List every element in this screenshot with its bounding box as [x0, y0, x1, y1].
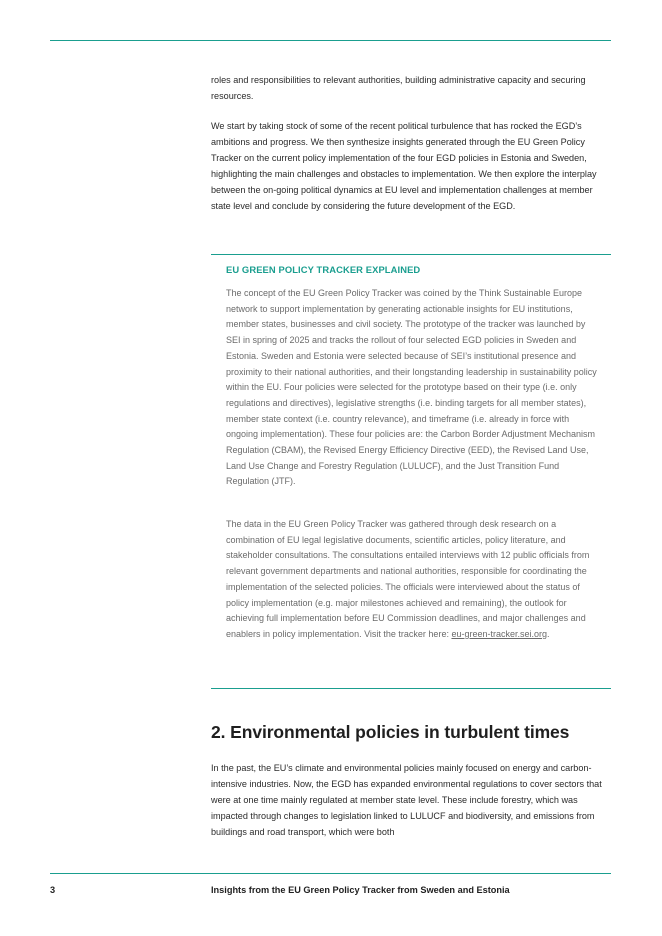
box-paragraph-2	[226, 517, 601, 643]
footer-rule	[50, 873, 611, 874]
body-paragraph-2: We start by taking stock of some of the recent political turbulence that has rocked the EGD’s ambitions and progress. We then synthesize insights generated through the EU Green Policy Tracker on the current policy implementation of the four EGD policies in Estonia and Sweden, highlighting the main challenges and obstacles to implementation. We then explore the interplay between the on-going political dynamics at EU level and implementation challenges at member state level and conclude by considering the future development of the EGD.	[211, 121, 597, 211]
page-number: 3	[50, 885, 56, 895]
tracker-link[interactable]: eu-green-tracker.sei.org	[451, 628, 547, 639]
tracker-explained-box	[211, 254, 611, 689]
box-paragraph-1: The concept of the EU Green Policy Tracker was coined by the Think Sustainable Europe network to support implementation by generating actionable insights for EU institutions, member states, businesses and civil society. The prototype of the tracker was launched by SEI in spring of 2025 and tracks the rollout of four selected EGD policies in Sweden and Estonia. Sweden and Estonia were selected because of SEI’s institutional presence and proximity to their national authorities, and their longstanding leadership in sustainability policy within the EU. Four policies were selected for the prototype based on their type (i.e. only regulations and directives), legislative strengths (i.e. binding targets for all member states), member state context (i.e. country relevance), and timeframe (i.e. already in force with ongoing implementation). These four policies are: the Carbon Border Adjustment Mechanism Regulation (CBAM), the Revised Energy Efficiency Directive (EED), the Revised Land Use, Land Use Change and Forestry Regulation (LULUCF), and the Just Transition Fund Regulation (JTF).	[226, 288, 597, 487]
section-heading: 2. Environmental policies in turbulent times	[211, 722, 570, 742]
box-paragraph-2-suffix: .	[547, 628, 550, 639]
box-paragraph-2-text: The data in the EU Green Policy Tracker was gathered through desk research on a combination of EU legal legislative documents, scientific articles, policy literature, and stakeholder consultations. The consultations entailed interviews with 12 public officials from relevant government departments and national authorities, responsible for coordinating the implementation of the selected policies. The officials were interviewed about the status of policy implementation (e.g. major milestones achieved and remaining), the outlook for achieving full implementation before EU Commission deadlines, and major challenges and enablers in policy implementation. Visit the tracker here:	[226, 519, 590, 639]
box-title: EU GREEN POLICY TRACKER EXPLAINED	[226, 264, 421, 275]
footer-title: Insights from the EU Green Policy Tracker from Sweden and Estonia	[211, 885, 510, 895]
body-paragraph-1: roles and responsibilities to relevant authorities, building administrative capacity and securing resources.	[211, 75, 586, 101]
header-rule	[50, 40, 611, 41]
section-paragraph-1: In the past, the EU’s climate and environmental policies mainly focused on energy and carbon-intensive industries. Now, the EGD has expanded environmental regulations to cover sectors that were at one time mainly regulated at member state level. These include forestry, which was impacted through changes to legislation linked to LULUCF and biodiversity, and emissions from buildings and road transport, which were both	[211, 763, 602, 837]
